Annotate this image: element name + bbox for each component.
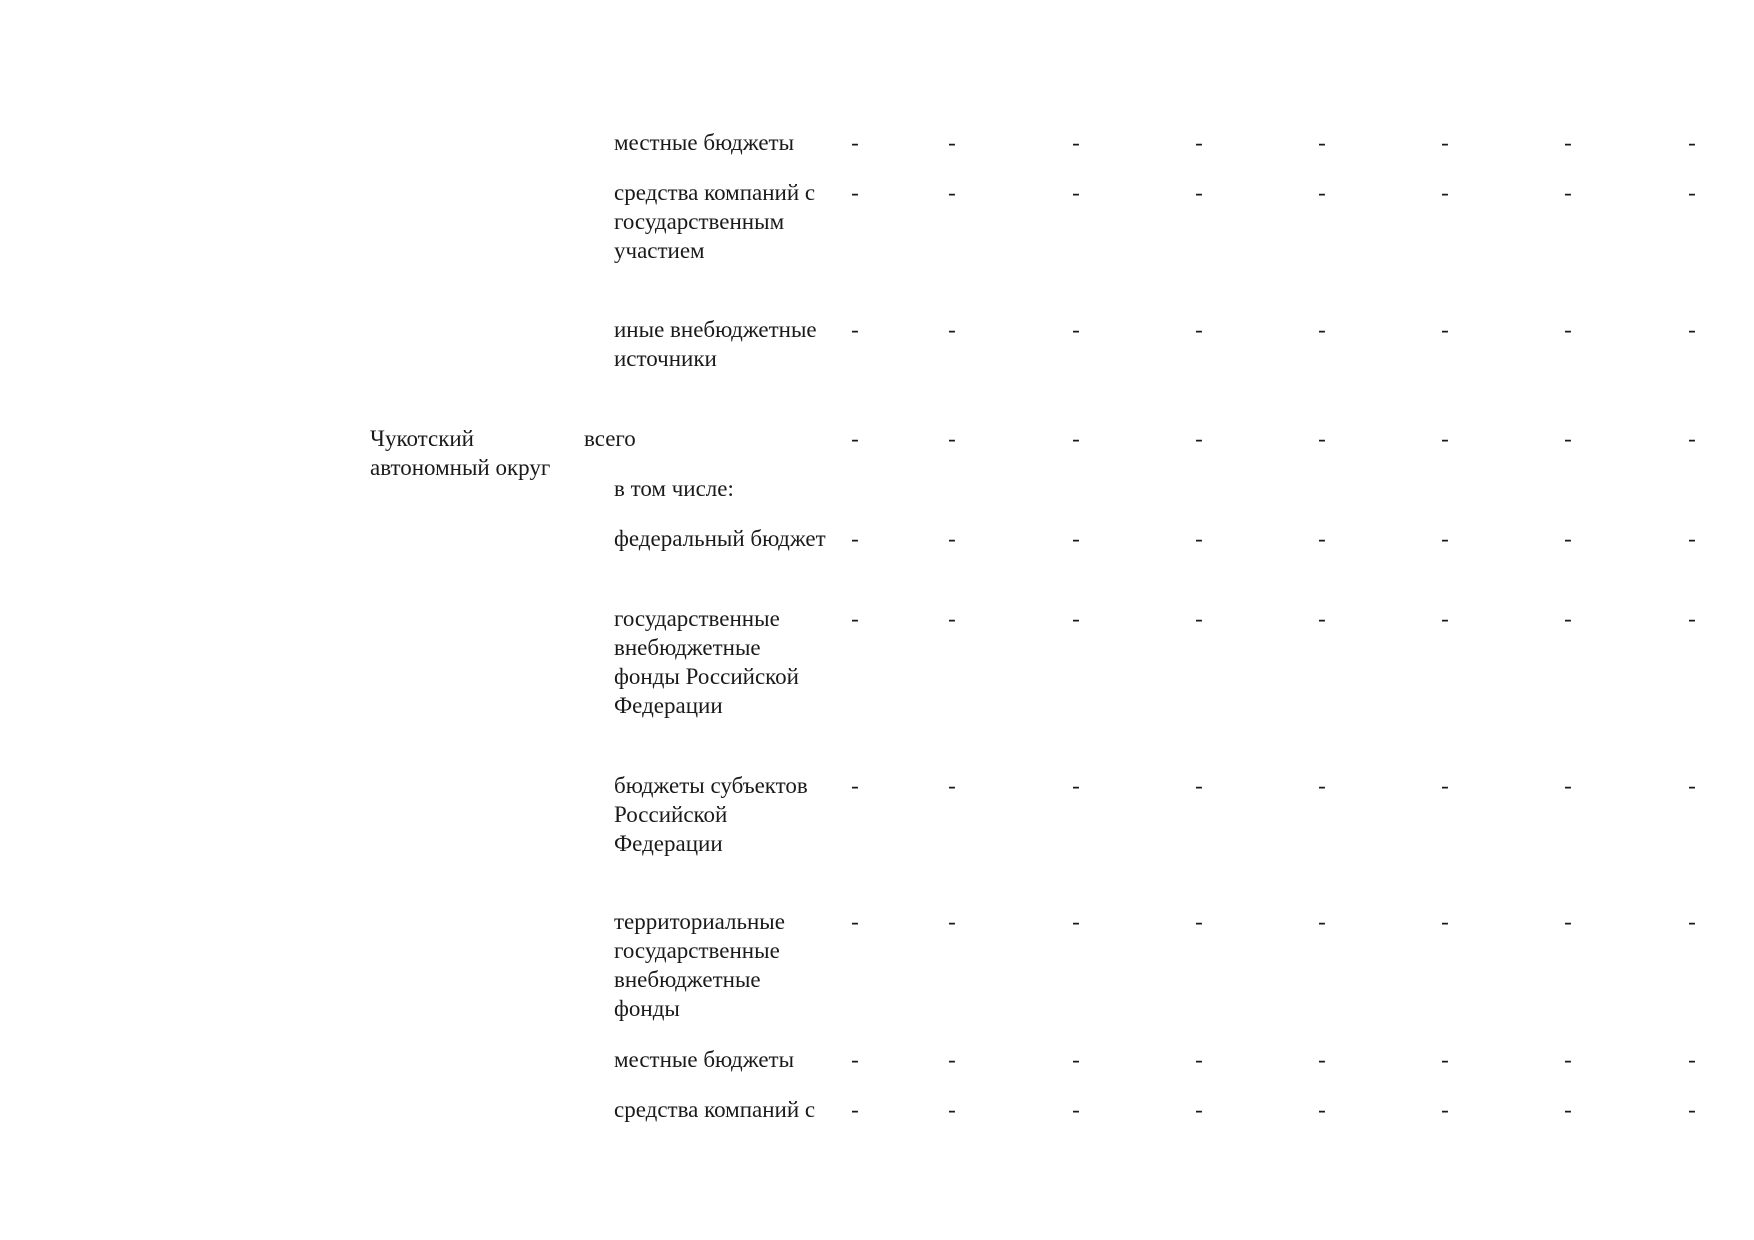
value-cell: -	[1195, 1097, 1203, 1122]
value-cell: -	[1318, 773, 1326, 798]
value-cell: -	[1441, 317, 1449, 342]
value-cell: -	[1318, 180, 1326, 205]
value-cell: -	[1318, 526, 1326, 551]
value-cell: -	[948, 1047, 956, 1072]
value-cell: -	[1688, 526, 1696, 551]
source-label: федеральный бюджет	[614, 526, 826, 551]
value-cell: -	[1441, 1047, 1449, 1072]
value-cell: -	[1564, 130, 1572, 155]
value-cell: -	[1318, 1047, 1326, 1072]
value-cell: -	[1072, 426, 1080, 451]
source-label: местные бюджеты	[614, 1047, 795, 1072]
value-cell: -	[1441, 909, 1449, 934]
value-cell: -	[1318, 1097, 1326, 1122]
source-label: средства компаний с государственным участием	[614, 180, 816, 263]
value-cell: -	[1195, 180, 1203, 205]
value-cell: -	[1441, 426, 1449, 451]
value-cell: -	[1688, 180, 1696, 205]
value-cell: -	[1564, 1097, 1572, 1122]
value-cell: -	[1195, 773, 1203, 798]
value-cell: -	[1688, 317, 1696, 342]
source-label: бюджеты субъектов Российской Федерации	[614, 773, 808, 856]
value-cell: -	[851, 1097, 859, 1122]
value-cell: -	[948, 526, 956, 551]
value-cell: -	[1072, 526, 1080, 551]
value-cell: -	[948, 180, 956, 205]
value-cell: -	[851, 130, 859, 155]
source-label: средства компаний с	[614, 1097, 816, 1122]
value-cell: -	[948, 317, 956, 342]
value-cell: -	[1195, 909, 1203, 934]
value-cell: -	[1564, 426, 1572, 451]
source-label: местные бюджеты	[614, 130, 795, 155]
total-label: всего	[584, 426, 636, 451]
value-cell: -	[1072, 130, 1080, 155]
value-cell: -	[1072, 180, 1080, 205]
value-cell: -	[1195, 130, 1203, 155]
value-cell: -	[851, 426, 859, 451]
value-cell: -	[1318, 606, 1326, 631]
value-cell: -	[1318, 317, 1326, 342]
value-cell: -	[1318, 130, 1326, 155]
region-name: Чукотский автономный округ	[370, 426, 551, 480]
value-cell: -	[1318, 426, 1326, 451]
source-label: государственные внебюджетные фонды Российской Федерации	[614, 606, 799, 718]
value-cell: -	[1072, 606, 1080, 631]
value-cell: -	[1072, 773, 1080, 798]
value-cell: -	[1195, 426, 1203, 451]
value-cell: -	[1564, 606, 1572, 631]
value-cell: -	[851, 606, 859, 631]
value-cell: -	[1072, 1097, 1080, 1122]
value-cell: -	[1688, 909, 1696, 934]
value-cell: -	[851, 526, 859, 551]
value-cell: -	[948, 130, 956, 155]
value-cell: -	[1688, 130, 1696, 155]
value-cell: -	[1441, 1097, 1449, 1122]
value-cell: -	[851, 909, 859, 934]
value-cell: -	[1564, 909, 1572, 934]
value-cell: -	[1441, 130, 1449, 155]
value-cell: -	[1318, 909, 1326, 934]
value-cell: -	[1195, 1047, 1203, 1072]
value-cell: -	[1564, 773, 1572, 798]
value-cell: -	[851, 180, 859, 205]
value-cell: -	[1195, 606, 1203, 631]
value-cell: -	[851, 773, 859, 798]
value-cell: -	[1564, 1047, 1572, 1072]
value-cell: -	[1441, 773, 1449, 798]
source-label: в том числе:	[614, 476, 734, 501]
value-cell: -	[948, 1097, 956, 1122]
value-cell: -	[1072, 909, 1080, 934]
value-cell: -	[948, 606, 956, 631]
value-cell: -	[1564, 526, 1572, 551]
source-label: иные внебюджетные источники	[614, 317, 817, 371]
value-cell: -	[1441, 180, 1449, 205]
source-label: территориальные государственные внебюджетные фонды	[614, 909, 785, 1021]
value-cell: -	[1441, 606, 1449, 631]
value-cell: -	[1688, 426, 1696, 451]
value-cell: -	[1688, 1097, 1696, 1122]
value-cell: -	[1072, 1047, 1080, 1072]
value-cell: -	[948, 909, 956, 934]
value-cell: -	[948, 426, 956, 451]
value-cell: -	[1072, 317, 1080, 342]
value-cell: -	[1564, 317, 1572, 342]
value-cell: -	[851, 317, 859, 342]
value-cell: -	[1564, 180, 1572, 205]
value-cell: -	[1195, 526, 1203, 551]
value-cell: -	[1195, 317, 1203, 342]
value-cell: -	[1441, 526, 1449, 551]
value-cell: -	[948, 773, 956, 798]
value-cell: -	[1688, 773, 1696, 798]
value-cell: -	[1688, 606, 1696, 631]
value-cell: -	[1688, 1047, 1696, 1072]
value-cell: -	[851, 1047, 859, 1072]
